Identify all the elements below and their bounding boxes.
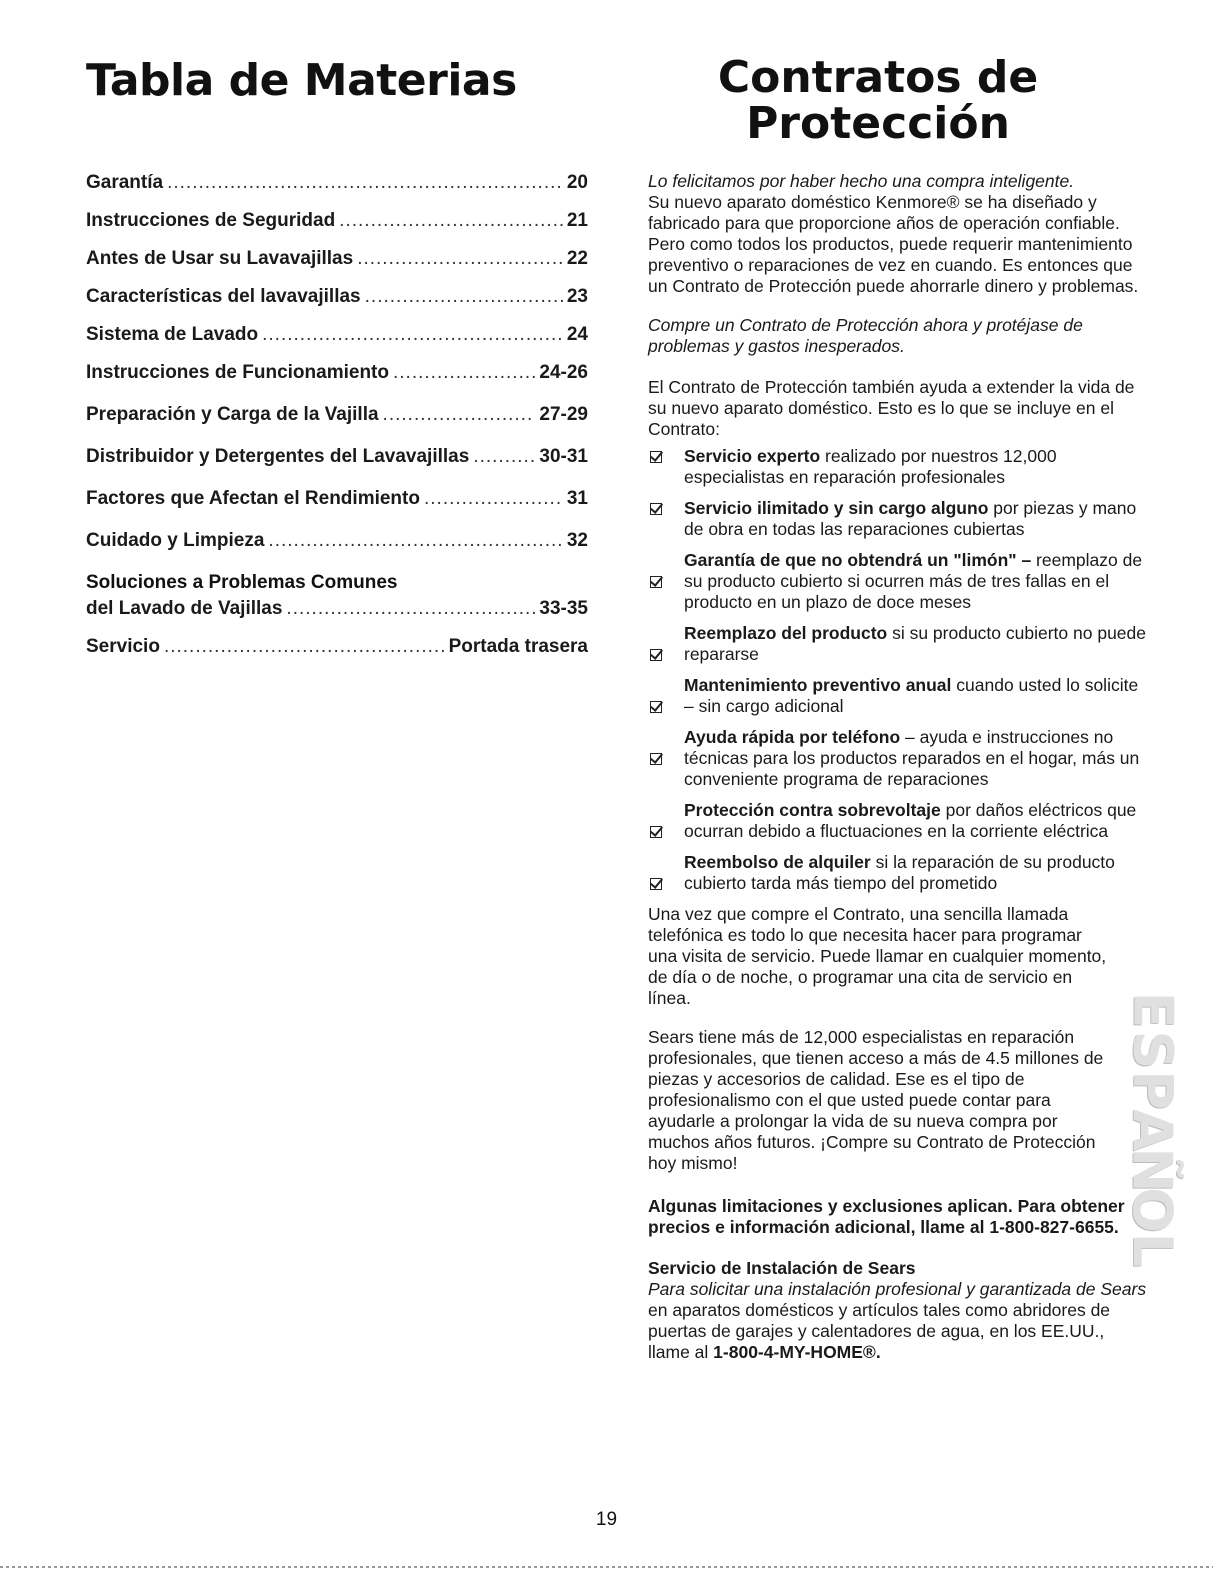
intro-italic: Lo felicitamos por haber hecho una compra inteligente. [648, 171, 1075, 191]
benefit-title: Reemplazo del producto [684, 623, 888, 643]
benefit-item [648, 800, 1148, 842]
checkbox-icon [650, 451, 662, 463]
toc-entry-page: 20 [566, 172, 588, 193]
toc-entry[interactable] [86, 209, 588, 233]
section-title-line1: Contratos de [717, 52, 1039, 103]
intro-block [648, 171, 1148, 297]
toc-entry-page: 27-29 [539, 404, 588, 425]
leader-dots [365, 285, 563, 309]
leader-dots [339, 209, 563, 233]
call-paragraph: Una vez que compre el Contrato, una sencilla llamada telefónica es todo lo que necesita hacer para programar una visita de servicio. Puede llamar en cualquier momento, de día o de noche, o programar una cita de servicio en línea. [648, 904, 1107, 1008]
table-of-contents-column [86, 55, 588, 673]
benefit-title: Servicio experto [684, 446, 821, 466]
leader-dots [424, 487, 563, 511]
toc-list [86, 171, 588, 659]
toc-entry[interactable] [86, 403, 588, 427]
checkbox-icon [650, 576, 662, 588]
installation-title: Servicio de Instalación de Sears [648, 1258, 916, 1278]
toc-entry[interactable] [86, 635, 588, 659]
checkbox-icon [650, 878, 662, 890]
leader-dots [393, 361, 535, 385]
checkbox-icon [650, 826, 662, 838]
checkbox-icon [650, 649, 662, 661]
leader-dots [262, 323, 563, 347]
toc-entry-page: 22 [566, 248, 588, 269]
limitations-note: Algunas limitaciones y exclusiones aplican. Para obtener precios e información adicional, llame al 1-800-827-6655. [648, 1196, 1125, 1237]
installation-paragraph [648, 1279, 1148, 1363]
benefit-item [648, 498, 1148, 540]
benefit-text: por piezas y mano de obra en todas las reparaciones cubiertas [684, 498, 1137, 539]
side-tab-letter: Ñ [1120, 1147, 1184, 1193]
protection-contracts-column [648, 52, 1148, 1363]
toc-entry-label: Características del lavavajillas [86, 286, 361, 307]
benefit-text: si su producto cubierto no puede repararse [684, 623, 1147, 664]
toc-entry-page: 24-26 [539, 362, 588, 383]
leader-dots [167, 171, 563, 195]
toc-entry-multiline-first: Soluciones a Problemas Comunes [86, 572, 398, 593]
toc-entry[interactable] [86, 285, 588, 309]
checkbox-icon [650, 701, 662, 713]
toc-entry-page: 31 [566, 488, 588, 509]
side-tab-letter: O [1121, 1187, 1184, 1233]
benefit-title: Mantenimiento preventivo anual [684, 675, 952, 695]
benefit-item [648, 675, 1148, 717]
installation-italic: Para solicitar una instalación profesional y garantizada de Sears [648, 1279, 1147, 1299]
cta-italic: Compre un Contrato de Protección ahora y protéjase de problemas y gastos inesperados. [648, 315, 1083, 356]
bottom-dotted-rule [0, 1566, 1213, 1568]
benefit-item [648, 727, 1148, 790]
toc-title: Tabla de Materias [86, 55, 517, 106]
toc-entry[interactable] [86, 487, 588, 511]
includes-intro: El Contrato de Protección también ayuda a extender la vida de su nuevo aparato doméstico. Esto es lo que se incluye en el Contrato: [648, 377, 1135, 439]
toc-entry[interactable] [86, 361, 588, 385]
intro-paragraph: Su nuevo aparato doméstico Kenmore® se ha diseñado y fabricado para que proporcione años de operación confiable. Pero como todos los productos, puede requerir mantenimiento preventivo o reparaciones de vez en cuando. Es entonces que un Contrato de Protección puede ahorrarle dinero y problemas. [648, 192, 1139, 296]
benefit-title: Protección contra sobrevoltaje [684, 800, 941, 820]
toc-entry-label: del Lavado de Vajillas [86, 598, 283, 619]
toc-entry-label: Garantía [86, 172, 164, 193]
toc-entry-page: 32 [566, 530, 588, 551]
benefit-text: realizado por nuestros 12,000 especialistas en reparación profesionales [684, 446, 1057, 487]
benefit-text: – ayuda e instrucciones no técnicas para los productos reparados en el hogar, más un conveniente programa de reparaciones [684, 727, 1140, 789]
toc-entry-label: Servicio [86, 636, 160, 657]
benefit-title: Servicio ilimitado y sin cargo alguno [684, 498, 989, 518]
benefit-title: Garantía de que no obtendrá un "limón" – [684, 550, 1032, 570]
benefit-item [648, 852, 1148, 894]
toc-entry-label: Preparación y Carga de la Vajilla [86, 404, 379, 425]
page-number: 19 [595, 1509, 618, 1530]
toc-entry[interactable] [86, 597, 588, 621]
side-tab-letter: A [1120, 1109, 1184, 1151]
benefit-item [648, 623, 1148, 665]
benefit-title: Ayuda rápida por teléfono [684, 727, 901, 747]
toc-entry-label: Cuidado y Limpieza [86, 530, 265, 551]
toc-entry[interactable] [86, 323, 588, 347]
installation-text: en aparatos domésticos y artículos tales como abridores de puertas de garajes y calentadores de agua, en los EE.UU., llame al [648, 1300, 1111, 1362]
benefit-title: Reembolso de alquiler [684, 852, 871, 872]
sears-paragraph: Sears tiene más de 12,000 especialistas en reparación profesionales, que tienen acceso a más de 4.5 millones de piezas y accesorios de calidad. Ese es el tipo de profesionalismo con el que usted puede contar para ayudarle a prolongar la vida de su nueva compra por muchos años futuros. ¡Compre su Contrato de Protección hoy mismo! [648, 1027, 1104, 1173]
toc-entry[interactable] [86, 445, 588, 469]
leader-dots [286, 597, 535, 621]
installation-phone: 1-800-4-MY-HOME®. [713, 1342, 881, 1362]
leader-dots [268, 529, 562, 553]
toc-entry-label: Antes de Usar su Lavavajillas [86, 248, 354, 269]
toc-entry-label: Distribuidor y Detergentes del Lavavajillas [86, 446, 470, 467]
benefit-text: por daños eléctricos que ocurran debido a fluctuaciones en la corriente eléctrica [684, 800, 1137, 841]
toc-entry[interactable] [86, 171, 588, 195]
section-title-line2: Protección [746, 98, 1010, 149]
language-side-tab [1117, 990, 1187, 1268]
benefits-list [648, 446, 1148, 894]
leader-dots [383, 403, 536, 427]
toc-entry-page: Portada trasera [448, 636, 588, 657]
toc-entry-page: 33-35 [539, 598, 588, 619]
benefit-item [648, 446, 1148, 488]
side-tab-letter: L [1120, 1232, 1184, 1268]
installation-block [648, 1258, 1148, 1363]
toc-entry-label: Instrucciones de Seguridad [86, 210, 336, 231]
benefit-text: cuando usted lo solicite – sin cargo adicional [684, 675, 1139, 716]
checkbox-icon [650, 753, 662, 765]
leader-dots [164, 635, 445, 659]
checkbox-icon [650, 503, 662, 515]
toc-entry-label: Sistema de Lavado [86, 324, 259, 345]
toc-entry[interactable] [86, 529, 588, 553]
benefit-text: reemplazo de su producto cubierto si ocurren más de tres fallas en el producto en un plazo de doce meses [684, 550, 1143, 612]
toc-entry-page: 23 [566, 286, 588, 307]
leader-dots [473, 445, 535, 469]
benefit-item [648, 550, 1148, 613]
toc-entry-page: 30-31 [539, 446, 588, 467]
benefit-text: si la reparación de su producto cubierto tarda más tiempo del prometido [684, 852, 1115, 893]
side-tab-letter: S [1121, 1030, 1184, 1070]
toc-entry-page: 21 [566, 210, 588, 231]
toc-entry-page: 24 [566, 324, 588, 345]
toc-entry-label: Instrucciones de Funcionamiento [86, 362, 389, 383]
section-title [668, 52, 1088, 149]
leader-dots [357, 247, 563, 271]
side-tab-letter: E [1120, 991, 1184, 1029]
side-tab-letter: P [1120, 1070, 1184, 1110]
toc-entry-label: Factores que Afectan el Rendimiento [86, 488, 420, 509]
toc-entry[interactable] [86, 247, 588, 271]
